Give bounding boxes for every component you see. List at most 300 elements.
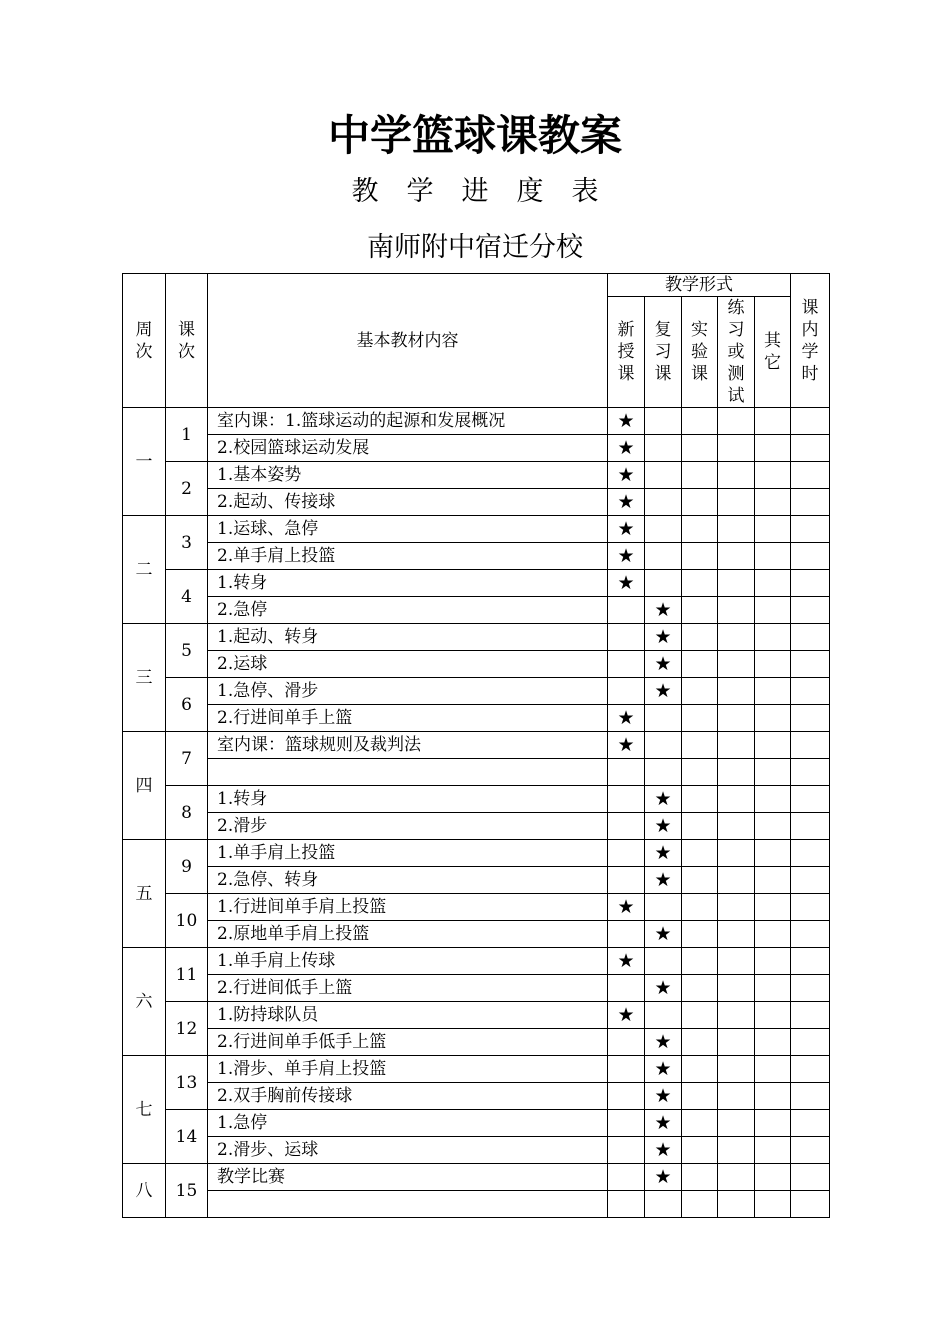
form-mark-cell <box>645 786 682 813</box>
table-row <box>123 1137 830 1164</box>
content-cell: 1.起动、转身 <box>208 624 608 651</box>
week-cell: 六 <box>123 948 166 1056</box>
table-row <box>123 975 830 1002</box>
table-row <box>123 1191 830 1218</box>
form-mark-cell <box>608 732 645 759</box>
form-mark-cell <box>682 786 718 813</box>
class-hours-cell <box>791 435 830 462</box>
table-body <box>123 408 830 1218</box>
form-mark-cell <box>718 921 755 948</box>
content-cell: 2.双手胸前传接球 <box>208 1083 608 1110</box>
form-mark-cell <box>755 597 791 624</box>
header-form-review: 复习课 <box>645 297 682 408</box>
content-cell: 2.校园篮球运动发展 <box>208 435 608 462</box>
star-icon: ★ <box>654 976 672 999</box>
form-mark-cell <box>718 759 755 786</box>
content-cell: 1.急停 <box>208 1110 608 1137</box>
class-hours-cell <box>791 678 830 705</box>
form-mark-cell <box>608 840 645 867</box>
table-row <box>123 462 830 489</box>
form-mark-cell <box>682 1110 718 1137</box>
form-mark-cell <box>682 1137 718 1164</box>
form-mark-cell <box>718 975 755 1002</box>
star-icon: ★ <box>654 1111 672 1134</box>
form-mark-cell <box>645 651 682 678</box>
form-mark-cell <box>718 705 755 732</box>
form-mark-cell <box>608 516 645 543</box>
form-mark-cell <box>682 570 718 597</box>
page-subtitle: 教学进度表 <box>351 176 627 207</box>
star-icon: ★ <box>617 544 635 567</box>
form-mark-cell <box>755 867 791 894</box>
form-mark-cell <box>755 651 791 678</box>
table-row <box>123 678 830 705</box>
form-mark-cell <box>682 813 718 840</box>
content-cell: 2.滑步 <box>208 813 608 840</box>
form-mark-cell <box>755 462 791 489</box>
form-mark-cell <box>718 624 755 651</box>
class-hours-cell <box>791 975 830 1002</box>
class-hours-cell <box>791 1137 830 1164</box>
form-mark-cell <box>645 813 682 840</box>
form-mark-cell <box>755 975 791 1002</box>
table-row <box>123 786 830 813</box>
teaching-progress-table <box>122 273 830 1218</box>
class-hours-cell <box>791 732 830 759</box>
star-icon: ★ <box>654 814 672 837</box>
table-row <box>123 489 830 516</box>
form-mark-cell <box>682 732 718 759</box>
class-hours-cell <box>791 921 830 948</box>
star-icon: ★ <box>617 706 635 729</box>
table-row <box>123 948 830 975</box>
class-hours-cell <box>791 543 830 570</box>
content-cell: 1.行进间单手肩上投篮 <box>208 894 608 921</box>
content-cell: 2.起动、传接球 <box>208 489 608 516</box>
star-icon: ★ <box>654 1138 672 1161</box>
school-name: 南师附中宿迁分校 <box>367 232 583 263</box>
class-hours-cell <box>791 597 830 624</box>
table-row <box>123 1164 830 1191</box>
form-mark-cell <box>755 813 791 840</box>
header-form-practice-test: 练习或测试 <box>718 297 755 408</box>
lesson-number-cell: 1 <box>166 408 208 462</box>
form-mark-cell <box>682 921 718 948</box>
lesson-number-cell: 6 <box>166 678 208 732</box>
table-row <box>123 624 830 651</box>
class-hours-cell <box>791 1164 830 1191</box>
header-lesson: 课次 <box>166 274 208 408</box>
form-mark-cell <box>755 570 791 597</box>
form-mark-cell <box>755 1056 791 1083</box>
table-row <box>123 1029 830 1056</box>
class-hours-cell <box>791 1110 830 1137</box>
star-icon: ★ <box>617 949 635 972</box>
table-row <box>123 732 830 759</box>
form-mark-cell <box>718 813 755 840</box>
form-mark-cell <box>755 786 791 813</box>
table-row <box>123 570 830 597</box>
form-mark-cell <box>718 462 755 489</box>
form-mark-cell <box>645 840 682 867</box>
form-mark-cell <box>682 1191 718 1218</box>
form-mark-cell <box>608 1083 645 1110</box>
form-mark-cell <box>682 435 718 462</box>
form-mark-cell <box>645 1110 682 1137</box>
content-cell: 室内课：1.篮球运动的起源和发展概况 <box>208 408 608 435</box>
class-hours-cell <box>791 516 830 543</box>
form-mark-cell <box>608 489 645 516</box>
form-mark-cell <box>718 516 755 543</box>
content-cell: 1.单手肩上传球 <box>208 948 608 975</box>
table-row <box>123 1056 830 1083</box>
form-mark-cell <box>645 435 682 462</box>
content-cell: 2.原地单手肩上投篮 <box>208 921 608 948</box>
form-mark-cell <box>645 489 682 516</box>
form-mark-cell <box>718 732 755 759</box>
star-icon: ★ <box>617 463 635 486</box>
header-form-experiment: 实验课 <box>682 297 718 408</box>
form-mark-cell <box>755 705 791 732</box>
table-row <box>123 867 830 894</box>
form-mark-cell <box>608 678 645 705</box>
header-content: 基本教材内容 <box>208 274 608 408</box>
form-mark-cell <box>645 867 682 894</box>
table-row <box>123 705 830 732</box>
lesson-number-cell: 5 <box>166 624 208 678</box>
class-hours-cell <box>791 624 830 651</box>
form-mark-cell <box>718 570 755 597</box>
form-mark-cell <box>645 624 682 651</box>
form-mark-cell <box>755 759 791 786</box>
form-mark-cell <box>645 1083 682 1110</box>
form-mark-cell <box>608 435 645 462</box>
form-mark-cell <box>755 1137 791 1164</box>
form-mark-cell <box>645 894 682 921</box>
form-mark-cell <box>645 1137 682 1164</box>
form-mark-cell <box>682 1164 718 1191</box>
lesson-number-cell: 14 <box>166 1110 208 1164</box>
week-cell: 三 <box>123 624 166 732</box>
form-mark-cell <box>682 705 718 732</box>
star-icon: ★ <box>654 652 672 675</box>
form-mark-cell <box>718 489 755 516</box>
form-mark-cell <box>755 921 791 948</box>
form-mark-cell <box>608 813 645 840</box>
content-cell: 1.急停、滑步 <box>208 678 608 705</box>
lesson-number-cell: 13 <box>166 1056 208 1110</box>
form-mark-cell <box>645 516 682 543</box>
form-mark-cell <box>718 651 755 678</box>
form-mark-cell <box>682 975 718 1002</box>
star-icon: ★ <box>654 922 672 945</box>
form-mark-cell <box>755 543 791 570</box>
class-hours-cell <box>791 1029 830 1056</box>
form-mark-cell <box>718 1164 755 1191</box>
star-icon: ★ <box>617 733 635 756</box>
lesson-number-cell: 7 <box>166 732 208 786</box>
form-mark-cell <box>608 597 645 624</box>
table-row <box>123 651 830 678</box>
content-cell: 室内课：篮球规则及裁判法 <box>208 732 608 759</box>
form-mark-cell <box>608 975 645 1002</box>
star-icon: ★ <box>654 868 672 891</box>
form-mark-cell <box>608 1164 645 1191</box>
form-mark-cell <box>682 624 718 651</box>
form-mark-cell <box>682 759 718 786</box>
form-mark-cell <box>645 921 682 948</box>
form-mark-cell <box>755 1110 791 1137</box>
form-mark-cell <box>608 1029 645 1056</box>
content-cell: 2.急停 <box>208 597 608 624</box>
class-hours-cell <box>791 1056 830 1083</box>
form-mark-cell <box>755 678 791 705</box>
content-cell: 2.单手肩上投篮 <box>208 543 608 570</box>
content-cell: 1.运球、急停 <box>208 516 608 543</box>
form-mark-cell <box>718 1137 755 1164</box>
star-icon: ★ <box>654 598 672 621</box>
star-icon: ★ <box>617 895 635 918</box>
form-mark-cell <box>718 948 755 975</box>
header-form-new: 新授课 <box>608 297 645 408</box>
lesson-number-cell: 4 <box>166 570 208 624</box>
form-mark-cell <box>608 1191 645 1218</box>
form-mark-cell <box>682 543 718 570</box>
form-mark-cell <box>755 948 791 975</box>
lesson-number-cell: 3 <box>166 516 208 570</box>
form-mark-cell <box>718 894 755 921</box>
form-mark-cell <box>608 570 645 597</box>
form-mark-cell <box>608 1137 645 1164</box>
lesson-number-cell: 10 <box>166 894 208 948</box>
form-mark-cell <box>608 759 645 786</box>
class-hours-cell <box>791 570 830 597</box>
form-mark-cell <box>755 624 791 651</box>
table-row <box>123 435 830 462</box>
content-cell: 1.转身 <box>208 786 608 813</box>
form-mark-cell <box>645 408 682 435</box>
form-mark-cell <box>718 597 755 624</box>
class-hours-cell <box>791 1002 830 1029</box>
week-cell: 八 <box>123 1164 166 1218</box>
form-mark-cell <box>755 840 791 867</box>
lesson-number-cell: 12 <box>166 1002 208 1056</box>
star-icon: ★ <box>654 841 672 864</box>
form-mark-cell <box>718 1029 755 1056</box>
form-mark-cell <box>645 1164 682 1191</box>
form-mark-cell <box>755 408 791 435</box>
form-mark-cell <box>682 894 718 921</box>
class-hours-cell <box>791 759 830 786</box>
content-cell: 2.行进间单手低手上篮 <box>208 1029 608 1056</box>
form-mark-cell <box>645 1056 682 1083</box>
form-mark-cell <box>682 1083 718 1110</box>
form-mark-cell <box>682 867 718 894</box>
week-cell: 七 <box>123 1056 166 1164</box>
form-mark-cell <box>608 624 645 651</box>
form-mark-cell <box>718 786 755 813</box>
content-cell: 2.行进间低手上篮 <box>208 975 608 1002</box>
header-class-hours: 课内学时 <box>791 274 830 408</box>
form-mark-cell <box>755 1029 791 1056</box>
form-mark-cell <box>645 678 682 705</box>
star-icon: ★ <box>654 1165 672 1188</box>
class-hours-cell <box>791 1191 830 1218</box>
form-mark-cell <box>755 1083 791 1110</box>
week-cell: 四 <box>123 732 166 840</box>
form-mark-cell <box>608 462 645 489</box>
content-cell: 1.滑步、单手肩上投篮 <box>208 1056 608 1083</box>
form-mark-cell <box>682 948 718 975</box>
table-row <box>123 1083 830 1110</box>
class-hours-cell <box>791 462 830 489</box>
form-mark-cell <box>608 921 645 948</box>
form-mark-cell <box>718 867 755 894</box>
header-week: 周次 <box>123 274 166 408</box>
class-hours-cell <box>791 1083 830 1110</box>
form-mark-cell <box>608 948 645 975</box>
lesson-number-cell: 2 <box>166 462 208 516</box>
star-icon: ★ <box>617 490 635 513</box>
class-hours-cell <box>791 489 830 516</box>
form-mark-cell <box>608 867 645 894</box>
form-mark-cell <box>682 678 718 705</box>
form-mark-cell <box>755 516 791 543</box>
content-cell: 2.行进间单手上篮 <box>208 705 608 732</box>
week-cell: 五 <box>123 840 166 948</box>
form-mark-cell <box>718 1083 755 1110</box>
table-row <box>123 543 830 570</box>
form-mark-cell <box>718 678 755 705</box>
form-mark-cell <box>608 1002 645 1029</box>
table-row <box>123 840 830 867</box>
star-icon: ★ <box>617 409 635 432</box>
lesson-number-cell: 15 <box>166 1164 208 1218</box>
table-row <box>123 408 830 435</box>
star-icon: ★ <box>617 436 635 459</box>
form-mark-cell <box>645 759 682 786</box>
form-mark-cell <box>682 516 718 543</box>
content-cell: 1.防持球队员 <box>208 1002 608 1029</box>
table-row <box>123 759 830 786</box>
form-mark-cell <box>608 651 645 678</box>
page-title: 中学篮球课教案 <box>327 111 622 160</box>
form-mark-cell <box>608 1110 645 1137</box>
form-mark-cell <box>755 1164 791 1191</box>
form-mark-cell <box>645 597 682 624</box>
star-icon: ★ <box>654 787 672 810</box>
form-mark-cell <box>645 1191 682 1218</box>
form-mark-cell <box>645 462 682 489</box>
header-teaching-form: 教学形式 <box>608 274 791 297</box>
content-cell: 2.滑步、运球 <box>208 1137 608 1164</box>
class-hours-cell <box>791 948 830 975</box>
form-mark-cell <box>682 1029 718 1056</box>
form-mark-cell <box>718 1056 755 1083</box>
star-icon: ★ <box>617 1003 635 1026</box>
class-hours-cell <box>791 840 830 867</box>
form-mark-cell <box>682 462 718 489</box>
form-mark-cell <box>718 1191 755 1218</box>
form-mark-cell <box>608 786 645 813</box>
form-mark-cell <box>718 543 755 570</box>
content-cell: 教学比赛 <box>208 1164 608 1191</box>
form-mark-cell <box>755 732 791 759</box>
class-hours-cell <box>791 786 830 813</box>
form-mark-cell <box>608 408 645 435</box>
form-mark-cell <box>645 1029 682 1056</box>
form-mark-cell <box>682 597 718 624</box>
form-mark-cell <box>718 435 755 462</box>
form-mark-cell <box>718 1110 755 1137</box>
content-cell: 1.基本姿势 <box>208 462 608 489</box>
lesson-number-cell: 9 <box>166 840 208 894</box>
form-mark-cell <box>682 1056 718 1083</box>
form-mark-cell <box>645 705 682 732</box>
form-mark-cell <box>608 705 645 732</box>
header-form-other: 其它 <box>755 297 791 408</box>
form-mark-cell <box>755 1191 791 1218</box>
star-icon: ★ <box>654 625 672 648</box>
content-cell: 1.单手肩上投篮 <box>208 840 608 867</box>
form-mark-cell <box>645 948 682 975</box>
class-hours-cell <box>791 408 830 435</box>
star-icon: ★ <box>654 679 672 702</box>
table-row <box>123 921 830 948</box>
form-mark-cell <box>755 489 791 516</box>
table-row <box>123 516 830 543</box>
content-cell: 1.转身 <box>208 570 608 597</box>
form-mark-cell <box>718 1002 755 1029</box>
form-mark-cell <box>682 408 718 435</box>
star-icon: ★ <box>654 1030 672 1053</box>
class-hours-cell <box>791 813 830 840</box>
form-mark-cell <box>645 570 682 597</box>
form-mark-cell <box>755 1002 791 1029</box>
content-cell <box>208 1191 608 1218</box>
class-hours-cell <box>791 651 830 678</box>
form-mark-cell <box>645 975 682 1002</box>
lesson-number-cell: 11 <box>166 948 208 1002</box>
form-mark-cell <box>645 1002 682 1029</box>
content-cell <box>208 759 608 786</box>
content-cell: 2.运球 <box>208 651 608 678</box>
form-mark-cell <box>645 543 682 570</box>
form-mark-cell <box>755 435 791 462</box>
lesson-number-cell: 8 <box>166 786 208 840</box>
form-mark-cell <box>682 651 718 678</box>
class-hours-cell <box>791 894 830 921</box>
table-row <box>123 813 830 840</box>
form-mark-cell <box>608 543 645 570</box>
table-row <box>123 597 830 624</box>
table-row <box>123 1110 830 1137</box>
form-mark-cell <box>682 1002 718 1029</box>
form-mark-cell <box>608 1056 645 1083</box>
week-cell: 一 <box>123 408 166 516</box>
table-row <box>123 894 830 921</box>
star-icon: ★ <box>617 517 635 540</box>
star-icon: ★ <box>654 1057 672 1080</box>
table-row <box>123 1002 830 1029</box>
star-icon: ★ <box>617 571 635 594</box>
form-mark-cell <box>682 840 718 867</box>
class-hours-cell <box>791 867 830 894</box>
form-mark-cell <box>755 894 791 921</box>
content-cell: 2.急停、转身 <box>208 867 608 894</box>
form-mark-cell <box>682 489 718 516</box>
form-mark-cell <box>718 408 755 435</box>
